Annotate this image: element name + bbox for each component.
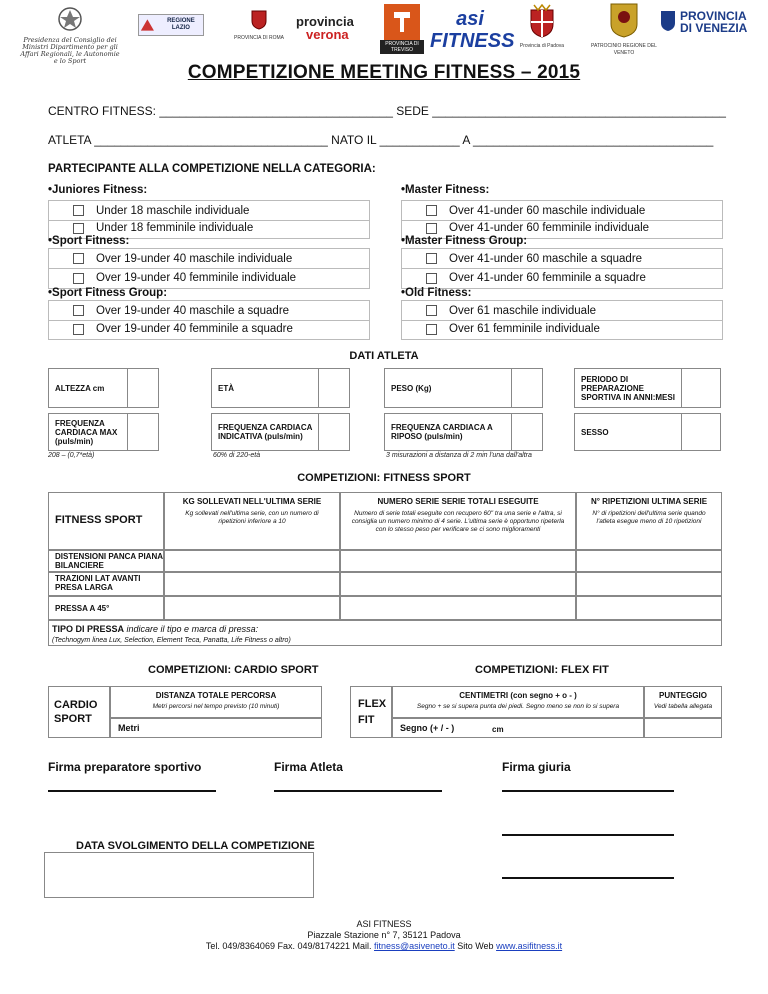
freq-ind-note: 60% di 220-età	[213, 452, 261, 459]
checkbox-icon[interactable]	[426, 324, 437, 335]
treviso-icon	[384, 4, 420, 40]
atleta-field[interactable]: ATLETA ___________________________________ NATO IL ____________ A ____________________________________	[48, 133, 714, 147]
firma-preparatore-line[interactable]	[48, 790, 216, 792]
checkbox-icon[interactable]	[426, 223, 437, 234]
altezza-input[interactable]	[127, 368, 159, 408]
exercise-rip-input[interactable]	[576, 550, 722, 572]
checkbox-icon[interactable]	[73, 273, 84, 284]
exercise-serie-input[interactable]	[340, 550, 576, 572]
category-option[interactable]: Over 19-under 40 maschile individuale	[48, 248, 370, 269]
firma-giuria-line[interactable]	[502, 790, 674, 792]
flex-unit: cm	[492, 725, 504, 734]
flex-cm-header: CENTIMETRI (con segno + o - ) Segno + se si supera punta dei piedi. Segno meno se non lo si supera	[392, 686, 644, 718]
categories-heading: PARTECIPANTE ALLA COMPETIZIONE NELLA CATEGORIA:	[48, 163, 376, 175]
group-title-sport-group: •Sport Fitness Group:	[48, 287, 168, 299]
logo-provincia-roma: PROVINCIA DI ROMA	[234, 10, 284, 42]
flex-segno-label: Segno (+ / - )	[400, 723, 455, 733]
checkbox-icon[interactable]	[426, 205, 437, 216]
punteggio-input[interactable]	[644, 718, 722, 738]
footer-email-link[interactable]: fitness@asiveneto.it	[374, 941, 455, 951]
logo-provincia-venezia: PROVINCIA DI VENEZIA	[660, 10, 760, 34]
eta-input[interactable]	[318, 368, 350, 408]
periodo-input[interactable]	[681, 368, 721, 408]
centro-fitness-field[interactable]: CENTRO FITNESS: ___________________________________ SEDE ____________________________________________	[48, 104, 726, 118]
firma-giuria-line[interactable]	[502, 834, 674, 836]
category-option[interactable]: Over 41-under 60 maschile a squadre	[401, 248, 723, 269]
firma-giuria-line[interactable]	[502, 877, 674, 879]
freq-max-label: FREQUENZA CARDIACA MAX (puls/min)	[48, 413, 128, 451]
exercise-label: TRAZIONI LAT AVANTI PRESA LARGA	[48, 572, 164, 596]
crest-icon	[529, 4, 555, 38]
freq-ind-input[interactable]	[318, 413, 350, 451]
cardio-label: CARDIO SPORT	[54, 699, 98, 725]
dati-atleta-heading: DATI ATLETA	[349, 350, 419, 362]
freq-ind-label: FREQUENZA CARDIACA INDICATIVA (puls/min)	[211, 413, 319, 451]
category-option[interactable]: Over 41-under 60 femminile a squadre	[401, 268, 723, 289]
category-option[interactable]: Under 18 femminile individuale	[48, 218, 370, 239]
category-option[interactable]: Over 19-under 40 femminile individuale	[48, 268, 370, 289]
firma-atleta-line[interactable]	[274, 790, 442, 792]
group-title-master: •Master Fitness:	[401, 184, 490, 196]
group-title-old: •Old Fitness:	[401, 287, 472, 299]
pressa-examples: (Technogym linea Lux, Selection, Element Teca, Panatta, Life Fitness o altro)	[52, 637, 291, 644]
shield-icon	[251, 10, 267, 30]
logo-provincia-padova: Provincia di Padova	[512, 4, 572, 50]
pressa-type-label: TIPO DI PRESSA indicare il tipo e marca di pressa:	[52, 624, 259, 634]
cardio-heading: COMPETIZIONI: CARDIO SPORT	[148, 664, 319, 676]
firma-giuria-label: Firma giuria	[502, 760, 571, 774]
cardio-distance-header: DISTANZA TOTALE PERCORSA Metri percorsi nel tempo previsto (10 minuti)	[110, 686, 322, 718]
footer	[0, 919, 768, 952]
peso-input[interactable]	[511, 368, 543, 408]
eta-label: ETÀ	[211, 368, 319, 408]
sesso-label: SESSO	[574, 413, 682, 451]
altezza-label: ALTEZZA cm	[48, 368, 128, 408]
exercise-label: PRESSA A 45°	[48, 596, 164, 620]
category-option[interactable]: Over 19-under 40 femminile a squadre	[48, 319, 370, 340]
checkbox-icon[interactable]	[426, 253, 437, 264]
exercise-kg-input[interactable]	[164, 596, 340, 620]
footer-contacts: Tel. 049/8364069 Fax. 049/8174221 Mail. fitness@asiveneto.it Sito Web www.asifitness.it	[205, 941, 563, 951]
checkbox-icon[interactable]	[73, 253, 84, 264]
footer-org: ASI FITNESS	[356, 919, 412, 929]
exercise-rip-input[interactable]	[576, 596, 722, 620]
exercise-serie-input[interactable]	[340, 596, 576, 620]
footer-address: Piazzale Stazione n° 7, 35121 Padova	[307, 930, 461, 940]
exercise-kg-input[interactable]	[164, 572, 340, 596]
checkbox-icon[interactable]	[426, 305, 437, 316]
group-title-juniores: •Juniores Fitness:	[48, 184, 148, 196]
category-option[interactable]: Under 18 maschile individuale	[48, 200, 370, 221]
checkbox-icon[interactable]	[73, 305, 84, 316]
cardio-unit: Metri	[118, 723, 140, 733]
category-option[interactable]: Over 41-under 60 femminile individuale	[401, 218, 723, 239]
data-svolgimento-label: DATA SVOLGIMENTO DELLA COMPETIZIONE	[76, 840, 315, 852]
periodo-label: PERIODO DI PREPARAZIONE SPORTIVA IN ANNI:MESI	[574, 368, 682, 408]
group-title-master-group: •Master Fitness Group:	[401, 235, 528, 247]
exercise-rip-input[interactable]	[576, 572, 722, 596]
logo-provincia-verona: provincia verona	[296, 14, 354, 42]
logo-presidenza: Presidenza del Consiglio dei Ministri Dipartimento per gli Affari Regionali, le Autonomie e lo Sport	[20, 6, 120, 65]
sesso-input[interactable]	[681, 413, 721, 451]
freq-rip-note: 3 misurazioni a distanza di 2 min l'una dall'altra	[386, 452, 532, 459]
category-option[interactable]: Over 41-under 60 maschile individuale	[401, 200, 723, 221]
serie-column-header: NUMERO SERIE SERIE TOTALI ESEGUITE Numero di serie totali eseguite con recupero 60" tra una serie e l'altra, si consiglia un numero minimo di 4 serie. L'ultima serie è opportuno ripeterla con lo stesso peso per verificare se ci sono miglioramenti	[340, 492, 576, 550]
lion-icon	[609, 2, 639, 38]
exercise-serie-input[interactable]	[340, 572, 576, 596]
logo-regione-lazio: REGIONE LAZIO	[138, 14, 204, 36]
emblem-icon	[57, 6, 83, 32]
peso-label: PESO (Kg)	[384, 368, 512, 408]
group-title-sport: •Sport Fitness:	[48, 235, 130, 247]
exercise-kg-input[interactable]	[164, 550, 340, 572]
fitness-sport-label: FITNESS SPORT	[55, 514, 143, 526]
freq-max-note: 208 – (0,7*età)	[48, 452, 95, 459]
venezia-crest-icon	[660, 10, 676, 32]
category-option[interactable]: Over 19-under 40 maschile a squadre	[48, 300, 370, 321]
logo-asi-fitness: asi FITNESS	[430, 8, 515, 52]
flex-heading: COMPETIZIONI: FLEX FIT	[475, 664, 609, 676]
page-title: COMPETIZIONE MEETING FITNESS – 2015	[187, 62, 581, 83]
category-option[interactable]: Over 61 femminile individuale	[401, 319, 723, 340]
firma-atleta-label: Firma Atleta	[274, 760, 343, 774]
ripetizioni-column-header: N° RIPETIZIONI ULTIMA SERIE N° di ripetizioni dell'ultima serie quando l'atleta esegue meno di 10 ripetizioni	[576, 492, 722, 550]
fitness-sport-heading: COMPETIZIONI: FITNESS SPORT	[297, 472, 471, 484]
logo-patrocinio-veneto: PATROCINIO REGIONE DEL VENETO	[588, 2, 660, 57]
checkbox-icon[interactable]	[73, 205, 84, 216]
category-option[interactable]: Over 61 maschile individuale	[401, 300, 723, 321]
freq-rip-label: FREQUENZA CARDIACA A RIPOSO (puls/min)	[384, 413, 512, 451]
logo-provincia-treviso: PROVINCIA DI TREVISO	[380, 4, 424, 54]
checkbox-icon[interactable]	[73, 223, 84, 234]
exercise-label: DISTENSIONI PANCA PIANA BILANCIERE	[48, 550, 164, 572]
checkbox-icon[interactable]	[73, 324, 84, 335]
punteggio-header: PUNTEGGIO Vedi tabella allegata	[644, 686, 722, 718]
kg-column-header: KG SOLLEVATI NELL'ULTIMA SERIE Kg sollevati nell'ultima serie, con un numero di ripetizioni inferiore a 10	[164, 492, 340, 550]
firma-preparatore-label: Firma preparatore sportivo	[48, 760, 202, 774]
cardio-metri-input[interactable]	[110, 718, 322, 738]
flex-label: FLEX FIT	[358, 698, 387, 726]
freq-rip-input[interactable]	[511, 413, 543, 451]
lazio-icon	[139, 17, 156, 33]
checkbox-icon[interactable]	[426, 273, 437, 284]
freq-max-input[interactable]	[127, 413, 159, 451]
footer-web-link[interactable]: www.asifitness.it	[496, 941, 563, 951]
data-svolgimento-input[interactable]	[44, 852, 314, 898]
